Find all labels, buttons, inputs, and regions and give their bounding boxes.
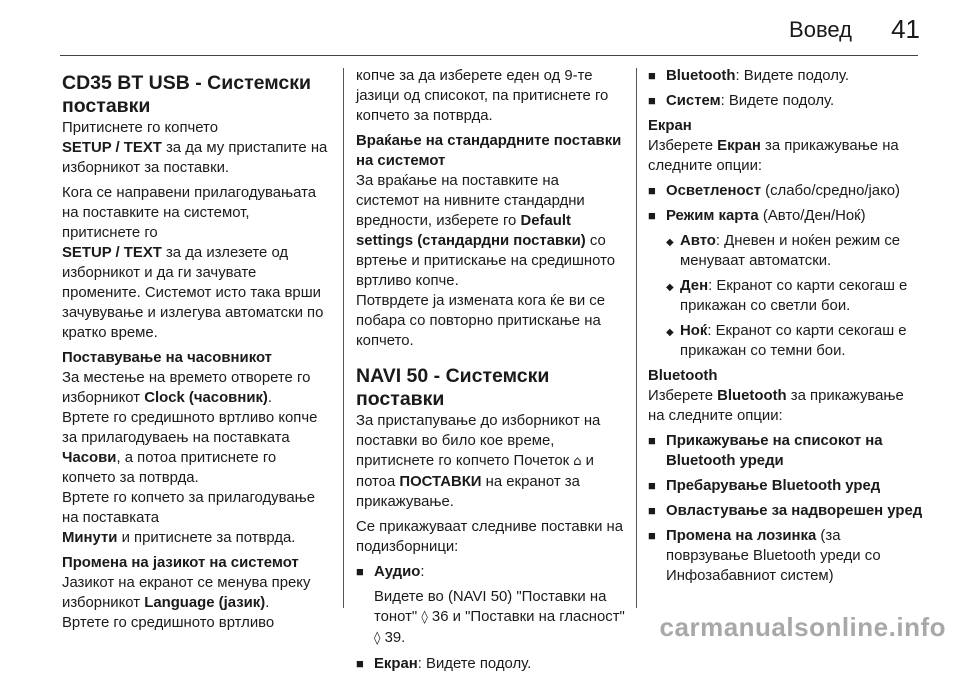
watermark: carmanualsonline.info xyxy=(659,612,946,642)
square-bullet-icon: ■ xyxy=(648,433,656,448)
square-bullet-icon: ■ xyxy=(648,208,656,223)
paragraph: За враќање на поставките на системот на нивните стандардни вредности, изберете го Default settings (стандардни поставки) со вртење и притискање на средишното вртливо копче. xyxy=(356,173,616,289)
section-title-cd35: CD35 BT USB - Системски поставки xyxy=(62,72,311,117)
button-name: SETUP / TEXT xyxy=(62,245,162,261)
paragraph: Кога се направени прилагодувањата на поставките на системот, притиснете го SETUP / TEXT за да излезете од изборникот и да ги зачувате промените. Системот исто така врши зачувување и излегува автоматски по кратко време. xyxy=(62,185,324,341)
square-bullet-icon: ■ xyxy=(648,183,656,198)
square-bullet-icon: ■ xyxy=(356,564,364,579)
square-bullet-icon: ■ xyxy=(648,93,656,108)
paragraph: Вртете го копчето за прилагодување на поставката Минути и притиснете за потврда. xyxy=(62,490,316,546)
paragraph: Јазикот на екранот се менува преку изборникот Language (јазик). xyxy=(62,575,311,611)
paragraph: Се прикажуваат следниве поставки на подизборници: xyxy=(356,519,624,555)
section-title-navi50: NAVI 50 - Системски поставки xyxy=(356,365,550,410)
square-bullet-icon: ■ xyxy=(648,478,656,493)
square-bullet-icon: ■ xyxy=(356,656,364,671)
paragraph: За местење на времето отворете го изборникот Clock (часовник). xyxy=(62,370,311,406)
column-divider-1 xyxy=(343,68,344,608)
home-icon: ⌂ xyxy=(573,454,582,469)
list-item: ■ Bluetooth: Видете подолу. xyxy=(648,68,849,84)
section-display xyxy=(648,116,924,361)
list-item: ■ Осветленост (слабо/средно/јако) xyxy=(648,183,900,199)
diamond-bullet-icon: ◆ xyxy=(666,237,674,248)
column-2 xyxy=(356,66,626,672)
diamond-bullet-icon: ◆ xyxy=(666,282,674,293)
column-3 xyxy=(648,66,924,610)
subheading: Враќање на стандардните поставки на системот xyxy=(356,133,622,169)
list-item: ■ Овластување за надворешен уред xyxy=(648,503,923,519)
header-rule xyxy=(60,55,918,56)
square-bullet-icon: ■ xyxy=(648,68,656,83)
subheading: Bluetooth xyxy=(648,368,718,384)
page-reference-icon: ◊ xyxy=(374,631,381,646)
square-bullet-icon: ■ xyxy=(648,528,656,543)
paragraph: За пристапување до изборникот на поставки во било кое време, притиснете го копчето Почеток ⌂ и потоа ПОСТАВКИ на екранот за прикажување. xyxy=(356,413,601,510)
paragraph: Притиснете го копчето SETUP / TEXT за да му пристапите на изборникот за поставки. xyxy=(62,120,328,176)
paragraph: Вртете го средишното вртливо копче за прилагодуваењ на поставката Часови, а потоа притиснете го копчето за потврда. xyxy=(62,410,318,486)
sub-list-item: ◆ Ноќ: Екранот со карти секогаш е прикажан со темни бои. xyxy=(666,323,907,359)
sub-list-item: ◆ Ден: Екранот со карти секогаш е прикажан со светли бои. xyxy=(666,278,908,314)
section-bluetooth xyxy=(648,366,924,586)
column-1 xyxy=(62,66,330,631)
list-item: ■ Режим карта (Авто/Ден/Ноќ) xyxy=(648,208,866,224)
diamond-bullet-icon: ◆ xyxy=(666,327,674,338)
list-item: ■ Систем: Видете подолу. xyxy=(648,93,835,109)
paragraph: Изберете Bluetooth за прикажување на следните опции: xyxy=(648,388,904,424)
paragraph: копче за да изберете еден од 9-те јазици од списокот, па притиснете го копчето за потврда. xyxy=(356,68,609,124)
subheading: Екран xyxy=(648,118,692,134)
list-item: ■ Промена на лозинка (за поврзување Bluetooth уреди со Инфозабавниот систем) xyxy=(648,528,881,584)
sub-list-item: ◆ Авто: Дневен и ноќен режим се менуваат автоматски. xyxy=(666,233,901,269)
subheading: Поставување на часовникот xyxy=(62,350,272,366)
subheading: Промена на јазикот на системот xyxy=(62,555,299,571)
list-item: ■ Пребарување Bluetooth уред xyxy=(648,478,881,494)
list-item: ■ Прикажување на списокот на Bluetooth уреди xyxy=(648,433,883,469)
page-number: 41 xyxy=(891,14,920,44)
page-reference-icon: ◊ xyxy=(421,610,428,625)
column-divider-2 xyxy=(636,68,637,608)
list-item-detail: Видете во (NAVI 50) "Поставки на тонот" ◊ 36 и "Поставки на гласност" ◊ 39. xyxy=(374,589,625,646)
paragraph: Изберете Екран за прикажување на следните опции: xyxy=(648,138,899,174)
chapter-title: Вовед xyxy=(789,17,852,42)
paragraph: Вртете го средишното вртливо xyxy=(62,615,275,631)
button-name: SETUP / TEXT xyxy=(62,140,162,156)
section-defaults xyxy=(356,131,626,351)
page-header xyxy=(0,0,960,58)
section-clock xyxy=(62,348,330,548)
list-item: ■ Аудио: xyxy=(356,564,425,580)
square-bullet-icon: ■ xyxy=(648,503,656,518)
paragraph: Потврдете ја измената кога ќе ви се побара со повторно притискање на копчето. xyxy=(356,293,606,349)
list-item: ■ Екран: Видете подолу. xyxy=(356,656,532,672)
